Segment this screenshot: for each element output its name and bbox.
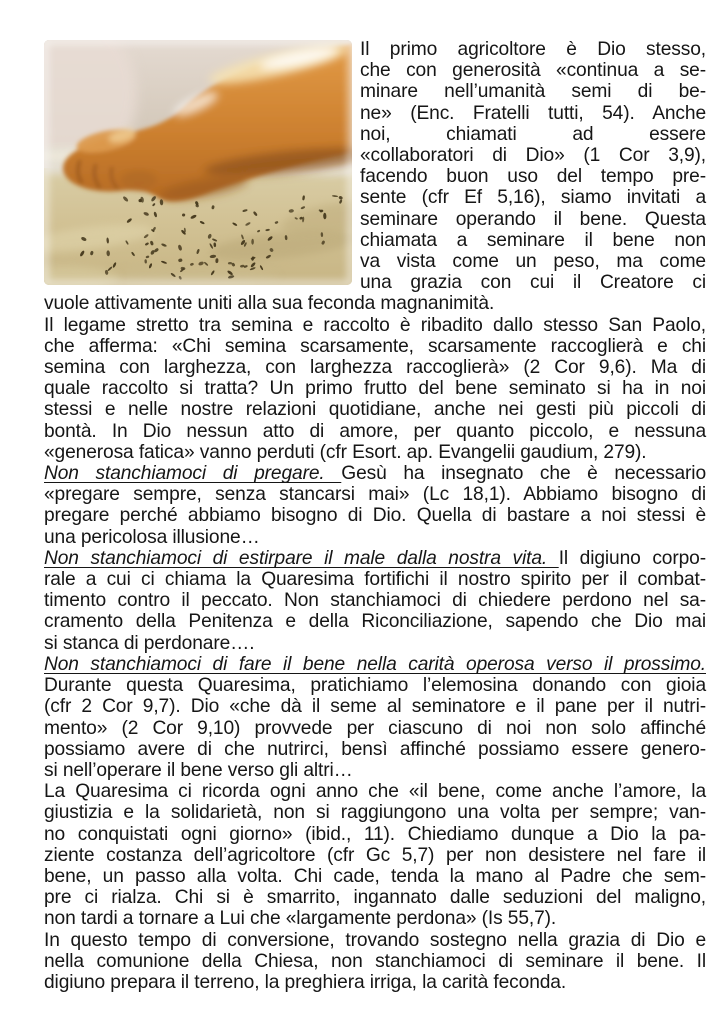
text-run: ziente costanza dell’agricoltore (cfr Gc 5,7) per non desistere nel fare il xyxy=(44,844,706,866)
text-run: che con generosità «continua a se- xyxy=(360,60,706,82)
text-line xyxy=(44,824,706,845)
text-run: pregare perché abbiamo bisogno di Dio. Quella di bastare a noi stessi è xyxy=(44,505,706,527)
text-line xyxy=(44,548,706,569)
text-run: «generosa fatica» vanno perduti (cfr Esort. ap. Evangelii gaudium, 279). xyxy=(44,441,647,463)
text-run: bontà. In Dio nessun atto di amore, per quanto piccolo, e nessuna xyxy=(44,420,706,442)
text-run: quale raccolto si tratta? Un primo frutto del bene seminato si ha in noi xyxy=(44,378,706,400)
text-line xyxy=(44,315,706,336)
text-line xyxy=(44,675,706,696)
text-run: cramento della Penitenza e della Riconciliazione, sapendo che Dio mai xyxy=(44,611,706,633)
text-line xyxy=(44,527,706,548)
text-run: si nell’operare il bene verso gli altri… xyxy=(44,759,353,781)
text-run: no conquistati ogni giorno» (ibid., 11). Chiediamo dunque a Dio la pa- xyxy=(44,823,706,845)
text-run: non tardi a tornare a Lui che «largamente perdona» (Is 55,7). xyxy=(44,908,557,930)
text-line xyxy=(44,781,706,802)
text-run: Gesù ha insegnato che è necessario xyxy=(341,463,706,485)
text-run: una grazia con cui il Creatore ci xyxy=(360,272,706,294)
text-run: «collaboratori di Dio» (1 Cor 3,9), xyxy=(360,145,706,167)
text-line xyxy=(44,739,706,760)
text-run: stessi e nelle nostre relazioni quotidiane, anche nei gesti più piccoli di xyxy=(44,399,706,421)
text-line xyxy=(44,633,706,654)
text-line xyxy=(44,802,706,823)
text-run: nella comunione della Chiesa, non stanchiamoci di seminare il bene. Il xyxy=(44,950,706,972)
text-run: bene, un passo alla volta. Chi cade, tenda la mano al Padre che sem- xyxy=(44,865,706,887)
text-run: va vista come un peso, ma come xyxy=(360,251,706,273)
article-text xyxy=(44,39,706,993)
text-run: Durante questa Quaresima, pratichiamo l’elemosina donando con gioia xyxy=(44,675,706,697)
text-run: Il primo agricoltore è Dio stesso, xyxy=(360,39,706,60)
text-line xyxy=(44,293,706,314)
text-run: noi, chiamati ad essere xyxy=(360,123,706,145)
text-run: digiuno prepara il terreno, la preghiera irriga, la carità feconda. xyxy=(44,971,567,993)
text-run: possiamo avere di che nutrirci, bensì affinché possiamo essere genero- xyxy=(44,738,706,760)
emphasis-run: Non stanchiamoci di pregare. xyxy=(44,463,342,485)
text-run: Il digiuno corpo- xyxy=(558,547,706,569)
text-line xyxy=(44,505,706,526)
text-run: si stanca di perdonare…. xyxy=(44,632,255,654)
text-run: chiamata a seminare il bene non xyxy=(360,229,706,251)
text-run: In questo tempo di conversione, trovando sostegno nella grazia di Dio e xyxy=(44,929,706,951)
text-line xyxy=(44,590,706,611)
text-line xyxy=(44,569,706,590)
text-run: giustizia e la solidarietà, non si raggiungono una volta per sempre; van- xyxy=(44,802,706,824)
text-line xyxy=(44,951,706,972)
text-line xyxy=(44,866,706,887)
text-line xyxy=(44,654,706,675)
text-run: una pericolosa illusione… xyxy=(44,526,260,548)
text-run: Il legame stretto tra semina e raccolto è ribadito dallo stesso San Paolo, xyxy=(44,314,706,336)
text-line xyxy=(44,718,706,739)
text-run: rale a cui ci chiama la Quaresima fortifichi il nostro spirito per il combat- xyxy=(44,569,706,591)
text-line xyxy=(44,696,706,717)
text-line xyxy=(44,611,706,632)
text-run: che afferma: «Chi semina scarsamente, scarsamente raccoglierà e chi xyxy=(44,335,706,357)
text-run: mento» (2 Cor 9,10) provvede per ciascuno di noi non solo affinché xyxy=(44,717,706,739)
text-run: ne» (Enc. Fratelli tutti, 54). Anche xyxy=(360,102,706,124)
text-line xyxy=(44,378,706,399)
text-run: La Quaresima ci ricorda ogni anno che «il bene, come anche l’amore, la xyxy=(44,781,706,803)
text-line xyxy=(44,357,706,378)
text-line xyxy=(44,760,706,781)
text-run: timento contro il peccato. Non stanchiamoci di chiedere perdono nel sa- xyxy=(44,590,706,612)
text-run: semina con larghezza, con larghezza raccoglierà» (2 Cor 9,6). Ma di xyxy=(44,357,706,379)
text-run: vuole attivamente uniti alla sua feconda magnanimità. xyxy=(44,293,495,315)
text-line xyxy=(44,887,706,908)
text-line xyxy=(44,484,706,505)
text-run: sente (cfr Ef 5,16), siamo invitati a xyxy=(360,187,706,209)
text-run: seminare operando il bene. Questa xyxy=(360,208,706,230)
text-line xyxy=(44,336,706,357)
text-line xyxy=(44,972,706,993)
text-run: facendo buon uso del tempo pre- xyxy=(360,166,706,188)
text-line xyxy=(44,908,706,929)
text-run: minare nell’umanità semi di be- xyxy=(360,81,706,103)
text-line xyxy=(44,845,706,866)
text-line xyxy=(44,930,706,951)
text-run: «pregare sempre, senza stancarsi mai» (Lc 18,1). Abbiamo bisogno di xyxy=(44,484,706,506)
sowing-hand-photo xyxy=(44,40,352,285)
text-run: (cfr 2 Cor 9,7). Dio «che dà il seme al seminatore e il pane per il nutri- xyxy=(44,696,706,718)
sowing-hand-illustration xyxy=(44,40,352,285)
emphasis-run: Non stanchiamoci di fare il bene nella carità operosa verso il prossimo. xyxy=(44,653,706,675)
text-run: pre ci rialza. Chi si è smarrito, ingannato dalle seduzioni del maligno, xyxy=(44,887,706,909)
text-line xyxy=(44,421,706,442)
emphasis-run: Non stanchiamoci di estirpare il male dalla nostra vita. xyxy=(44,547,559,569)
text-line xyxy=(44,399,706,420)
text-line xyxy=(44,463,706,484)
text-line xyxy=(44,442,706,463)
